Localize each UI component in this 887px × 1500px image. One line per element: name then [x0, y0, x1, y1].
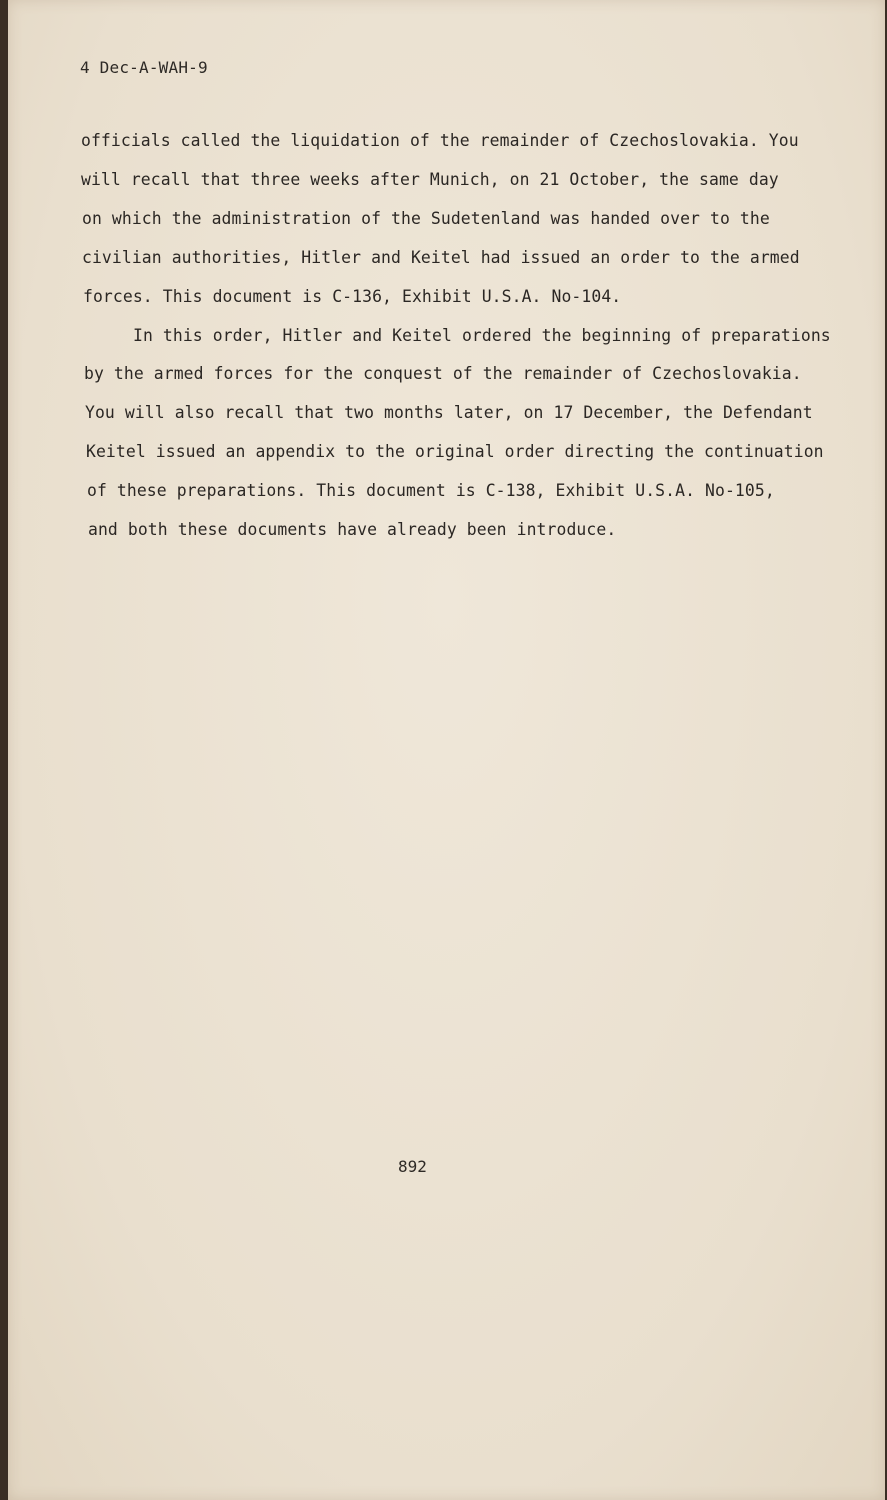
- text-line: forces. This document is C-136, Exhibit U.S.A. No-104.: [83, 287, 622, 306]
- text-line: civilian authorities, Hitler and Keitel had issued an order to the armed: [82, 248, 800, 267]
- text-line: Keitel issued an appendix to the original order directing the continuation: [86, 442, 824, 461]
- text-line: by the armed forces for the conquest of the remainder of Czechoslovakia.: [84, 364, 802, 383]
- page-number: 892: [398, 1157, 427, 1176]
- text-line: and both these documents have already been introduce.: [88, 520, 617, 539]
- text-line: on which the administration of the Sudetenland was handed over to the: [82, 209, 770, 228]
- text-line: You will also recall that two months later, on 17 December, the Defendant: [85, 403, 813, 422]
- text-line: In this order, Hitler and Keitel ordered the beginning of preparations: [133, 326, 831, 345]
- document-page: [8, 0, 885, 1500]
- text-line: officials called the liquidation of the remainder of Czechoslovakia. You: [81, 131, 799, 150]
- text-line: will recall that three weeks after Munich, on 21 October, the same day: [81, 170, 779, 189]
- text-line: of these preparations. This document is C-138, Exhibit U.S.A. No-105,: [87, 481, 775, 500]
- document-header: 4 Dec-A-WAH-9: [80, 58, 208, 77]
